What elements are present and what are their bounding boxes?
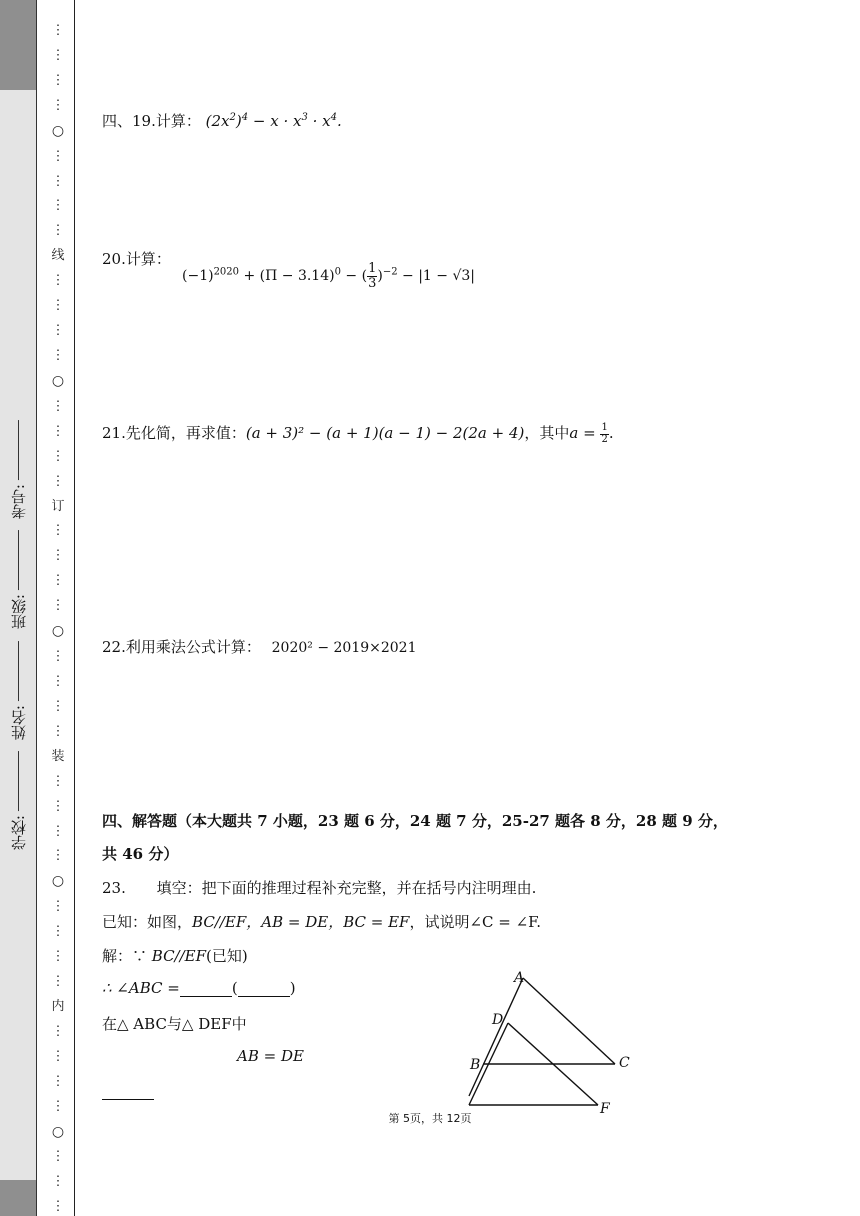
question-21: 21.先化简，再求值：(a + 3)² − (a + 1)(a − 1) − 2(2a + 4)，其中a = $\frac{1}{2}$ . bbox=[102, 422, 614, 445]
binding-dots: ⋮ bbox=[51, 798, 65, 814]
binding-dots: ⋮ bbox=[51, 949, 65, 965]
binding-dots: ⋮ bbox=[51, 924, 65, 940]
binding-char-nei: 内 bbox=[51, 998, 65, 1014]
binding-dots: ⋮ bbox=[51, 649, 65, 665]
label-B: B bbox=[470, 1057, 481, 1073]
binding-dotted-line bbox=[44, 24, 72, 1214]
label-A: A bbox=[514, 970, 525, 986]
binding-dots: ⋮ bbox=[51, 448, 65, 464]
q20-expression: $(-1)^{2020} + (\Pi - 3.14)^0$ − ( $\frac{1}{3}$ )$^{-2}$ − |1 − √3| bbox=[182, 261, 475, 291]
q23-given-prefix: 已知：如图， bbox=[102, 913, 193, 931]
binding-dots: ⋮ bbox=[51, 899, 65, 915]
binding-dots: ⋮ bbox=[51, 398, 65, 414]
q21-fraction: $\frac{1}{2}$ bbox=[601, 422, 608, 445]
page-footer: 第 5页，共 12页 bbox=[388, 1112, 472, 1125]
binding-dots: ⋮ bbox=[51, 723, 65, 739]
binding-dots: ⋮ bbox=[51, 72, 65, 88]
q23-sol-reason: (已知) bbox=[206, 947, 248, 965]
q23-number: 23. bbox=[102, 879, 126, 897]
label-D: D bbox=[492, 1012, 504, 1028]
binding-dots: ⋮ bbox=[51, 1174, 65, 1190]
q19-expression: $(2x^2)^4 - x \cdot x^3 \cdot x^4$. bbox=[205, 112, 342, 130]
q23-ab-de: AB = DE bbox=[237, 1047, 304, 1065]
q21-middle: ，其中 bbox=[524, 424, 570, 442]
binding-dots: ⋮ bbox=[51, 1098, 65, 1114]
binding-dots: ⋮ bbox=[51, 974, 65, 990]
binding-dots: ⋮ bbox=[51, 848, 65, 864]
binding-dots: ⋮ bbox=[51, 198, 65, 214]
binding-dots: ⋮ bbox=[51, 223, 65, 239]
q21-condition: a = bbox=[569, 424, 601, 442]
margin-shade-bottom bbox=[0, 1180, 36, 1216]
binding-char-xian: 线 bbox=[51, 248, 65, 264]
q23-instruction-text: 填空：把下面的推理过程补充完整，并在括号内注明理由. bbox=[156, 879, 537, 897]
label-C: C bbox=[619, 1055, 630, 1071]
binding-dots: ⋮ bbox=[51, 173, 65, 189]
binding-dots: ⋮ bbox=[51, 1023, 65, 1039]
school-field: 学校: bbox=[8, 751, 29, 850]
q22-expression: 2020² − 2019×2021 bbox=[271, 640, 417, 656]
binding-dots: ⋮ bbox=[51, 823, 65, 839]
binding-dots: ⋮ bbox=[51, 523, 65, 539]
binding-dots: ⋮ bbox=[51, 473, 65, 489]
binding-dots: ⋮ bbox=[51, 273, 65, 289]
binding-dots: ⋮ bbox=[51, 673, 65, 689]
binding-dots: ⋮ bbox=[51, 23, 65, 38]
binding-dots: ⋮ bbox=[51, 573, 65, 589]
binding-ring: ○ bbox=[51, 623, 65, 640]
binding-dots: ⋮ bbox=[51, 323, 65, 339]
binding-char-ding: 订 bbox=[51, 498, 65, 514]
binding-rule bbox=[74, 0, 75, 1216]
q20-label: 20.计算： bbox=[102, 250, 171, 268]
q23-given bbox=[102, 911, 541, 932]
binding-dots: ⋮ bbox=[51, 1048, 65, 1064]
class-field: 班级: bbox=[8, 530, 29, 629]
section-title-line1: 四、解答题（本大题共 7 小题，23 题 6 分，24 题 7 分，25-27 题各 8 分，28 题 9 分， bbox=[102, 812, 728, 830]
q23-instruction bbox=[102, 877, 536, 898]
q23-given-suffix: ，试说明∠C = ∠F. bbox=[409, 913, 541, 931]
label-F: F bbox=[600, 1101, 610, 1117]
margin-shade-top bbox=[0, 0, 36, 90]
q23-solution-step1 bbox=[102, 945, 248, 966]
name-field: 姓名: bbox=[8, 641, 29, 740]
q23-solution-step2: ∴ ∠ABC = ( ) bbox=[102, 979, 296, 997]
answer-blank-2[interactable] bbox=[238, 982, 290, 997]
section-title-line2: 共 46 分） bbox=[102, 845, 179, 863]
number-field: 考号: bbox=[8, 420, 29, 519]
q21-expression: (a + 3)² − (a + 1)(a − 1) − 2(2a + 4) bbox=[245, 424, 525, 442]
binding-dots: ⋮ bbox=[51, 347, 65, 363]
question-22 bbox=[102, 636, 417, 657]
binding-ring: ○ bbox=[51, 372, 65, 389]
q23-therefore: ∴ ∠ABC = bbox=[102, 979, 180, 997]
binding-dots: ⋮ bbox=[51, 598, 65, 614]
q23-blank-line[interactable] bbox=[102, 1082, 154, 1100]
q21-label: 21.先化简，再求值： bbox=[102, 424, 246, 442]
binding-dots: ⋮ bbox=[51, 773, 65, 789]
binding-ring: ○ bbox=[51, 122, 65, 139]
q23-sol-expr: BC//EF bbox=[151, 947, 207, 965]
binding-dots: ⋮ bbox=[51, 97, 65, 113]
q23-sol-prefix: 解：∵ bbox=[102, 947, 152, 965]
binding-dots: ⋮ bbox=[51, 298, 65, 314]
q23-triangles: 在△ ABC与△ DEF中 bbox=[102, 1015, 247, 1033]
binding-dots: ⋮ bbox=[51, 1149, 65, 1165]
q23-given-expr: BC//EF，AB = DE，BC = EF bbox=[192, 913, 410, 931]
binding-char-zhuang: 装 bbox=[51, 748, 65, 764]
q22-label: 22.利用乘法公式计算： bbox=[102, 638, 261, 656]
binding-dots: ⋮ bbox=[51, 698, 65, 714]
binding-dots: ⋮ bbox=[51, 548, 65, 564]
question-20 bbox=[102, 248, 171, 269]
q19-label: 四、19.计算： bbox=[102, 112, 201, 130]
binding-ring: ○ bbox=[51, 873, 65, 890]
answer-blank-1[interactable] bbox=[180, 982, 232, 997]
binding-dots: ⋮ bbox=[51, 148, 65, 164]
binding-dots: ⋮ bbox=[51, 47, 65, 63]
binding-ring: ○ bbox=[51, 1123, 65, 1140]
triangle-figure bbox=[464, 968, 644, 1118]
binding-dots: ⋮ bbox=[51, 1199, 65, 1215]
binding-margin bbox=[0, 0, 37, 1216]
student-info bbox=[0, 420, 36, 850]
binding-dots: ⋮ bbox=[51, 423, 65, 439]
question-19 bbox=[102, 110, 342, 131]
binding-dots: ⋮ bbox=[51, 1073, 65, 1089]
